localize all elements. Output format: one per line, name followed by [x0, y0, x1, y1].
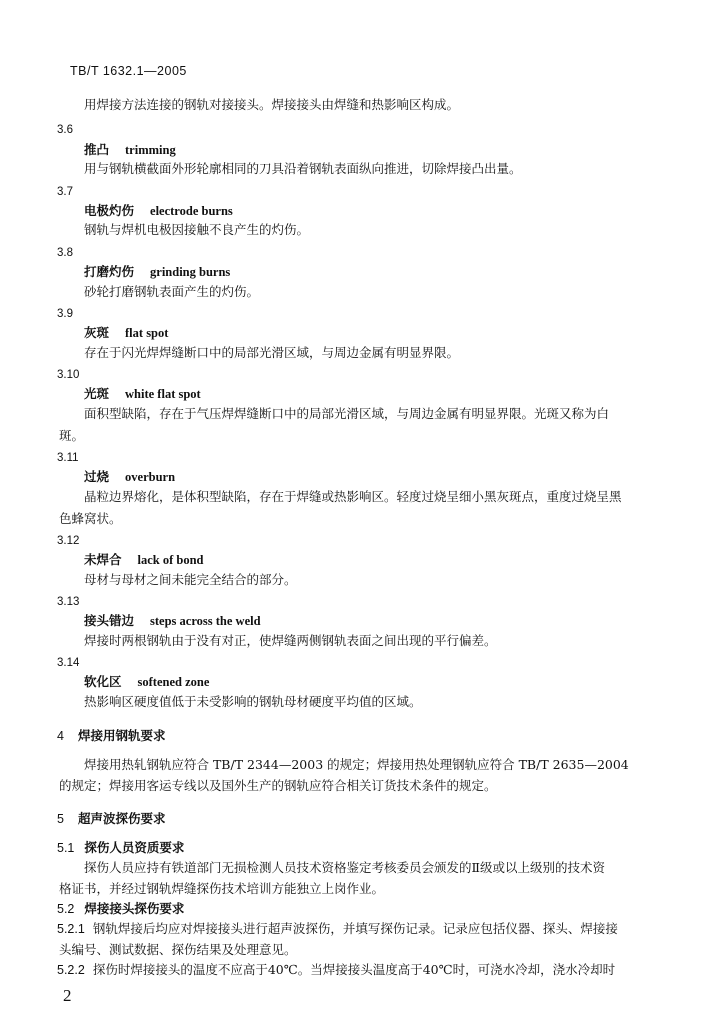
term-heading [84, 552, 204, 568]
term-heading [84, 386, 201, 402]
clause-paragraph [57, 921, 618, 937]
term-en: steps across the weld [150, 614, 261, 628]
term-en: flat spot [125, 326, 169, 340]
term-number: 3.13 [57, 596, 80, 608]
section-number: 4 [57, 729, 64, 743]
term-heading [84, 142, 176, 158]
section-title: 焊接用钢轨要求 [77, 728, 166, 743]
term-number: 3.12 [57, 535, 80, 547]
term-definition-cont: 色蜂窝状。 [59, 511, 122, 526]
term-en: overburn [125, 470, 176, 484]
clause-text: 探伤时焊接接头的温度不应高于40℃。当焊接接头温度高于40℃时，可浇水冷却，浇水冷却时 [92, 962, 616, 977]
term-en: trimming [125, 143, 176, 157]
section-paragraph: 焊接用热轧钢轨应符合 TB/T 2344—2003 的规定；焊接用热处理钢轨应符合 TB/T 2635—2004 [84, 757, 629, 772]
term-zh: 接头错边 [84, 613, 135, 628]
term-heading [84, 325, 168, 341]
clause-number: 5.2.2 [57, 963, 85, 977]
term-definition: 焊接时两根钢轨由于没有对正，使焊缝两侧钢轨表面之间出现的平行偏差。 [84, 633, 497, 648]
term-en: grinding burns [150, 265, 231, 279]
term-en: white flat spot [125, 387, 201, 401]
term-zh: 过烧 [84, 469, 110, 484]
term-heading [84, 613, 261, 629]
section-title: 超声波探伤要求 [77, 811, 166, 826]
subsection-heading [57, 901, 184, 917]
term-heading [84, 469, 175, 485]
subsection-paragraph: 探伤人员应持有铁道部门无损检测人员技术资格鉴定考核委员会颁发的Ⅱ级或以上级别的技术资 [84, 860, 605, 875]
term-number: 3.11 [57, 452, 79, 464]
term-heading [84, 203, 233, 219]
term-number: 3.8 [57, 247, 73, 259]
term-en: lack of bond [137, 553, 204, 567]
term-en: softened zone [137, 675, 210, 689]
term-zh: 灰斑 [84, 325, 110, 340]
term-definition: 面积型缺陷，存在于气压焊焊缝断口中的局部光滑区域，与周边金属有明显界限。光斑又称为白 [84, 406, 610, 421]
term-number: 3.10 [57, 369, 80, 381]
term-number: 3.9 [57, 308, 73, 320]
section-paragraph-cont: 的规定；焊接用客运专线以及国外生产的钢轨应符合相关订货技术条件的规定。 [59, 778, 497, 793]
term-heading [84, 264, 230, 280]
term-zh: 推凸 [84, 142, 110, 157]
term-zh: 光斑 [84, 386, 110, 401]
term-definition: 钢轨与焊机电极因接触不良产生的灼伤。 [84, 222, 310, 237]
clause-paragraph [57, 962, 615, 978]
subsection-paragraph-cont: 格证书，并经过钢轨焊缝探伤技术培训方能独立上岗作业。 [59, 881, 385, 896]
term-definition: 晶粒边界熔化，是体积型缺陷，存在于焊缝或热影响区。轻度过烧呈细小黑灰斑点，重度过烧呈黑 [84, 489, 622, 504]
term-zh: 电极灼伤 [84, 203, 135, 218]
term-en: electrode burns [150, 204, 233, 218]
term-definition: 热影响区硬度值低于未受影响的钢轨母材硬度平均值的区域。 [84, 694, 422, 709]
term-zh: 软化区 [84, 674, 122, 689]
term-definition: 存在于闪光焊焊缝断口中的局部光滑区域，与周边金属有明显界限。 [84, 345, 460, 360]
term-zh: 未焊合 [84, 552, 122, 567]
clause-paragraph-cont: 头编号、测试数据、探伤结果及处理意见。 [59, 942, 297, 957]
subsection-number: 5.1 [57, 841, 75, 855]
subsection-number: 5.2 [57, 902, 75, 916]
term-definition: 砂轮打磨钢轨表面产生的灼伤。 [84, 284, 260, 299]
term-number: 3.7 [57, 186, 73, 198]
section-heading [57, 811, 165, 827]
term-heading [84, 674, 209, 690]
subsection-title: 焊接接头探伤要求 [84, 901, 185, 916]
standard-number-header: TB/T 1632.1—2005 [70, 64, 187, 78]
lead-text: 用焊接方法连接的钢轨对接接头。焊接接头由焊缝和热影响区构成。 [84, 97, 460, 112]
term-definition: 母材与母材之间未能完全结合的部分。 [84, 572, 297, 587]
section-heading [57, 728, 165, 744]
subsection-heading [57, 840, 184, 856]
term-definition: 用与钢轨横截面外形轮廓相同的刀具沿着钢轨表面纵向推进，切除焊接凸出量。 [84, 161, 522, 176]
clause-text: 钢轨焊接后均应对焊接接头进行超声波探伤，并填写探伤记录。记录应包括仪器、探头、焊接接 [92, 921, 618, 936]
clause-number: 5.2.1 [57, 922, 85, 936]
term-number: 3.6 [57, 124, 73, 136]
term-number: 3.14 [57, 657, 80, 669]
section-number: 5 [57, 812, 64, 826]
page-number: 2 [63, 986, 72, 1005]
term-zh: 打磨灼伤 [84, 264, 135, 279]
subsection-title: 探伤人员资质要求 [84, 840, 185, 855]
term-definition-cont: 斑。 [59, 428, 85, 443]
